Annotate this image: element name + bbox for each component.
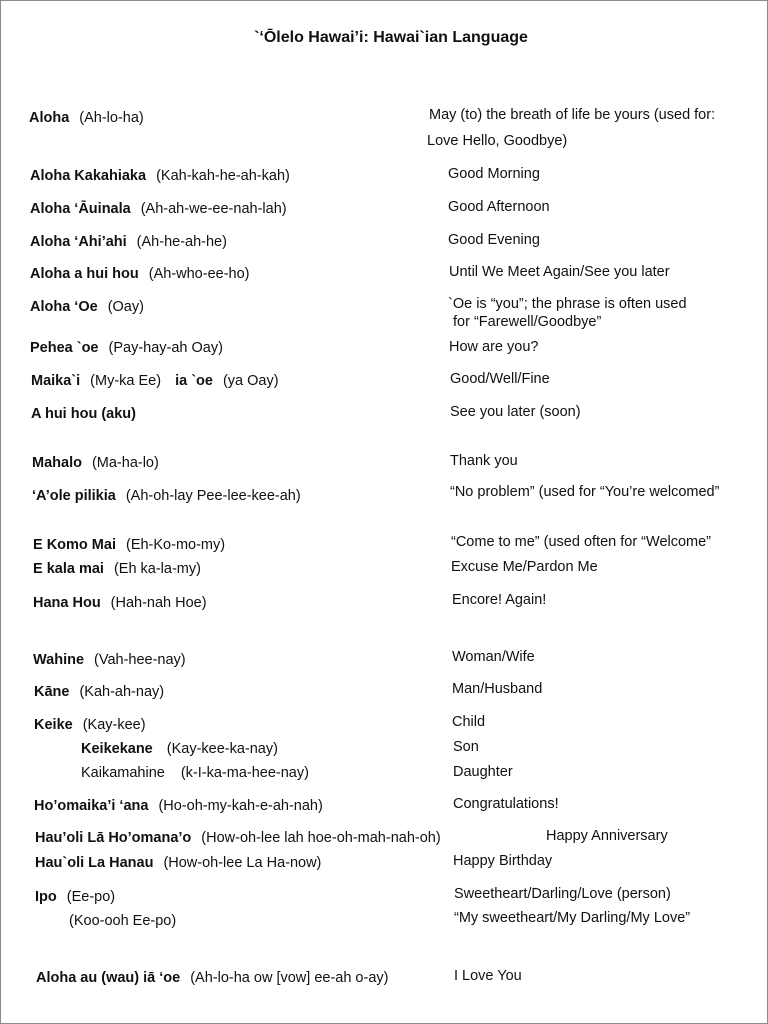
meaning: Happy Anniversary <box>546 828 668 844</box>
hawaiian-word: Hana Hou <box>33 595 101 611</box>
pronunciation: (How-oh-lee lah hoe-oh-mah-nah-oh) <box>201 830 441 846</box>
pronunciation: (Ah-who-ee-ho) <box>148 266 250 282</box>
meaning-continued: Love Hello, Goodbye) <box>427 133 568 149</box>
meaning: I Love You <box>454 968 522 984</box>
meaning: Woman/Wife <box>452 649 535 665</box>
hawaiian-word: Kaikamahine <box>81 765 165 781</box>
phrase-row <box>32 487 301 505</box>
phrase-row <box>36 969 388 987</box>
phrase-row <box>30 298 144 316</box>
pronunciation: (k-I-ka-ma-hee-nay) <box>180 765 309 781</box>
hawaiian-word: Wahine <box>33 652 85 668</box>
hawaiian-word: Aloha ‘Oe <box>30 299 98 315</box>
meaning: “My sweetheart/My Darling/My Love” <box>454 910 691 926</box>
phrase-row <box>32 454 159 472</box>
meaning: Congratulations! <box>453 796 559 812</box>
meaning: “Come to me” (used often for “Welcome” <box>451 534 712 550</box>
hawaiian-word: Aloha a hui hou <box>30 266 139 282</box>
meaning: Daughter <box>453 764 513 780</box>
phrase-row <box>69 912 176 930</box>
hawaiian-word: ia `oe <box>175 373 213 389</box>
pronunciation: (Vah-hee-nay) <box>94 652 186 668</box>
hawaiian-word: Aloha au (wau) iā ‘oe <box>36 970 181 986</box>
pronunciation: (Ah-oh-lay Pee-lee-kee-ah) <box>125 488 301 504</box>
pronunciation: (My-ka Ee) <box>90 373 162 389</box>
hawaiian-word: Kāne <box>34 684 70 700</box>
phrase-row <box>35 888 115 906</box>
phrase-row <box>30 200 287 218</box>
pronunciation: (Ah-lo-ha) <box>79 110 144 126</box>
phrase-row <box>33 651 186 669</box>
pronunciation: (Koo-ooh Ee-po) <box>69 913 177 929</box>
phrase-row <box>31 405 136 423</box>
hawaiian-word: Aloha ‘Āuinala <box>30 201 131 217</box>
hawaiian-word: E Komo Mai <box>33 537 116 553</box>
pronunciation: (ya Oay) <box>222 373 279 389</box>
hawaiian-word: Keike <box>34 717 73 733</box>
phrase-row <box>33 560 201 578</box>
meaning: Sweetheart/Darling/Love (person) <box>454 886 671 902</box>
phrase-row <box>35 829 441 847</box>
page-title: `‘Ōlelo Hawai’i: Hawai`ian Language <box>254 29 528 46</box>
meaning: See you later (soon) <box>450 404 581 420</box>
phrase-row <box>81 764 309 782</box>
phrase-row <box>34 683 164 701</box>
meaning: Good Afternoon <box>448 199 550 215</box>
meaning: Son <box>453 739 479 755</box>
hawaiian-word: Aloha ‘Ahi’ahi <box>30 234 127 250</box>
hawaiian-word: Mahalo <box>32 455 82 471</box>
pronunciation: (Kah-kah-he-ah-kah) <box>156 168 290 184</box>
pronunciation: (How-oh-lee La Ha-now) <box>163 855 322 871</box>
meaning: Encore! Again! <box>452 592 547 608</box>
pronunciation: (Kah-ah-nay) <box>79 684 165 700</box>
hawaiian-word: Aloha <box>29 110 70 126</box>
meaning: May (to) the breath of life be yours (used for: <box>429 107 716 123</box>
meaning: Until We Meet Again/See you later <box>449 264 670 280</box>
phrase-row <box>30 233 227 251</box>
meaning: Thank you <box>450 453 518 469</box>
meaning: Good/Well/Fine <box>450 371 550 387</box>
meaning-continued: for “Farewell/Goodbye” <box>453 314 602 330</box>
phrase-row <box>31 372 279 390</box>
hawaiian-word: Pehea `oe <box>30 340 99 356</box>
hawaiian-word: ‘A’ole pilikia <box>32 488 116 504</box>
phrase-row <box>33 594 207 612</box>
hawaiian-word: E kala mai <box>33 561 104 577</box>
hawaiian-word: A hui hou (aku) <box>31 406 136 422</box>
pronunciation: (Ah-ah-we-ee-nah-lah) <box>140 201 287 217</box>
pronunciation: (Ah-lo-ha ow [vow] ee-ah o-ay) <box>190 970 389 986</box>
pronunciation: (Oay) <box>107 299 144 315</box>
hawaiian-word: Ho’omaika’i ‘ana <box>34 798 149 814</box>
meaning: Good Morning <box>448 166 540 182</box>
pronunciation: (Pay-hay-ah Oay) <box>108 340 223 356</box>
pronunciation: (Hah-nah Hoe) <box>110 595 207 611</box>
hawaiian-word: Ipo <box>35 889 57 905</box>
meaning: Child <box>452 714 486 730</box>
pronunciation: (Ho-oh-my-kah-e-ah-nah) <box>158 798 323 814</box>
phrase-row <box>34 716 146 734</box>
phrase-row <box>30 339 223 357</box>
hawaiian-word: Keikekane <box>81 741 153 757</box>
pronunciation: (Ah-he-ah-he) <box>136 234 227 250</box>
phrase-row <box>81 740 278 758</box>
phrase-row <box>29 109 144 127</box>
phrase-row <box>33 536 225 554</box>
phrase-row <box>35 854 321 872</box>
meaning: “No problem” (used for “You’re welcomed” <box>450 484 720 500</box>
hawaiian-word: Hau`oli La Hanau <box>35 855 154 871</box>
meaning: Man/Husband <box>452 681 543 697</box>
pronunciation: (Ma-ha-lo) <box>91 455 159 471</box>
meaning: Happy Birthday <box>453 853 553 869</box>
hawaiian-word: Aloha Kakahiaka <box>30 168 147 184</box>
hawaiian-word: Hau’oli Lā Ho’omana’o <box>35 830 192 846</box>
phrase-row <box>34 797 323 815</box>
pronunciation: (Ee-po) <box>66 889 116 905</box>
meaning: How are you? <box>449 339 539 355</box>
pronunciation: (Eh-Ko-mo-my) <box>125 537 226 553</box>
meaning: `Oe is “you”; the phrase is often used <box>448 296 687 312</box>
phrase-row <box>30 265 250 283</box>
pronunciation: (Kay-kee) <box>82 717 146 733</box>
meaning: Good Evening <box>448 232 540 248</box>
phrase-row <box>30 167 290 185</box>
hawaiian-word: Maika`i <box>31 373 81 389</box>
pronunciation: (Kay-kee-ka-nay) <box>166 741 278 757</box>
pronunciation: (Eh ka-la-my) <box>113 561 201 577</box>
meaning: Excuse Me/Pardon Me <box>451 559 598 575</box>
